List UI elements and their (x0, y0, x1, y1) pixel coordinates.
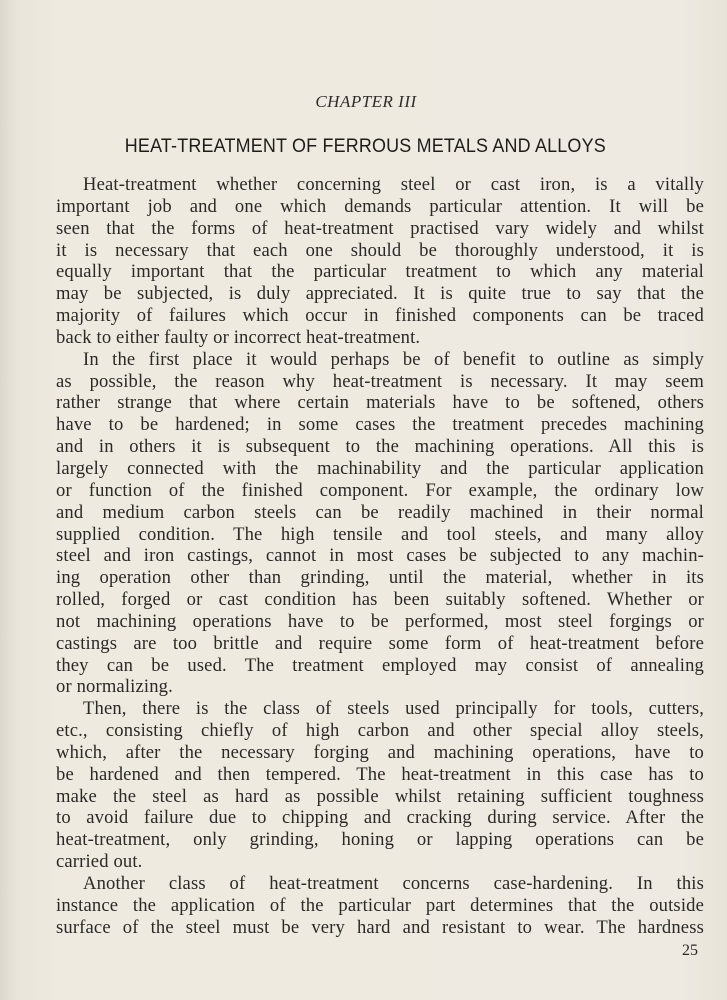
chapter-title: HEAT-TREATMENT OF FERROUS METALS AND ALLOYS (124, 135, 606, 157)
text-line: majority of failures which occur in finished components can be traced (56, 305, 704, 327)
paragraph (56, 174, 704, 349)
text-line: carried out. (56, 851, 143, 873)
paragraph (56, 873, 704, 939)
text-line: Then, there is the class of steels used principally for tools, cutters, (83, 698, 704, 720)
paragraph (56, 698, 704, 873)
text-line: heat-treatment, only grinding, honing or lapping operations can be (56, 829, 704, 851)
text-line: to avoid failure due to chipping and cracking during service. After the (56, 807, 704, 829)
text-line: and medium carbon steels can be readily machined in their normal (56, 501, 704, 523)
text-line: important job and one which demands particular attention. It will be (56, 195, 704, 217)
page-number: 25 (682, 942, 698, 959)
text-line: or function of the finished component. For example, the ordinary low (56, 479, 704, 501)
text-line: etc., consisting chiefly of high carbon and other special alloy steels, (56, 720, 704, 742)
text-line: rolled, forged or cast condition has been suitably softened. Whether or (56, 589, 704, 611)
text-line: supplied condition. The high tensile and tool steels, and many alloy (56, 523, 704, 545)
text-line: may be subjected, is duly appreciated. It is quite true to say that the (56, 283, 704, 305)
text-line: surface of the steel must be very hard and resistant to wear. The hardness (56, 916, 704, 938)
text-line: equally important that the particular treatment to which any material (56, 261, 704, 283)
text-line: it is necessary that each one should be thoroughly understood, it is (56, 239, 704, 261)
chapter-label: CHAPTER III (315, 92, 417, 111)
text-line: they can be used. The treatment employed may consist of annealing (56, 654, 704, 676)
text-line: largely connected with the machinability and the particular application (56, 457, 704, 479)
text-line: steel and iron castings, cannot in most cases be subjected to any machin- (56, 545, 704, 567)
text-line: not machining operations have to be performed, most steel forgings or (56, 610, 704, 632)
text-line: castings are too brittle and require some form of heat-treatment before (56, 632, 704, 654)
text-line: seen that the forms of heat-treatment practised vary widely and whilst (56, 217, 704, 239)
text-line: be hardened and then tempered. The heat-treatment in this case has to (56, 763, 704, 785)
text-line: back to either faulty or incorrect heat-treatment. (56, 326, 421, 348)
text-line: which, after the necessary forging and machining operations, have to (56, 741, 704, 763)
text-line: and in others it is subsequent to the machining operations. All this is (56, 436, 704, 458)
text-line: rather strange that where certain materials have to be softened, others (56, 392, 704, 414)
text-line: have to be hardened; in some cases the treatment precedes machining (56, 414, 704, 436)
text-line: Another class of heat-treatment concerns case-hardening. In this (83, 873, 704, 894)
body-text (56, 174, 704, 939)
text-line: or normalizing. (56, 676, 173, 698)
text-line: ing operation other than grinding, until the material, whether in its (56, 567, 704, 589)
text-line: make the steel as hard as possible whilst retaining sufficient toughness (56, 785, 704, 807)
paragraph (56, 349, 704, 699)
text-line: In the first place it would perhaps be of benefit to outline as simply (83, 348, 704, 370)
text-line: instance the application of the particular part determines that the outside (56, 894, 704, 916)
text-line: as possible, the reason why heat-treatment is necessary. It may seem (56, 370, 704, 392)
text-line: Heat-treatment whether concerning steel or cast iron, is a vitally (83, 174, 704, 195)
